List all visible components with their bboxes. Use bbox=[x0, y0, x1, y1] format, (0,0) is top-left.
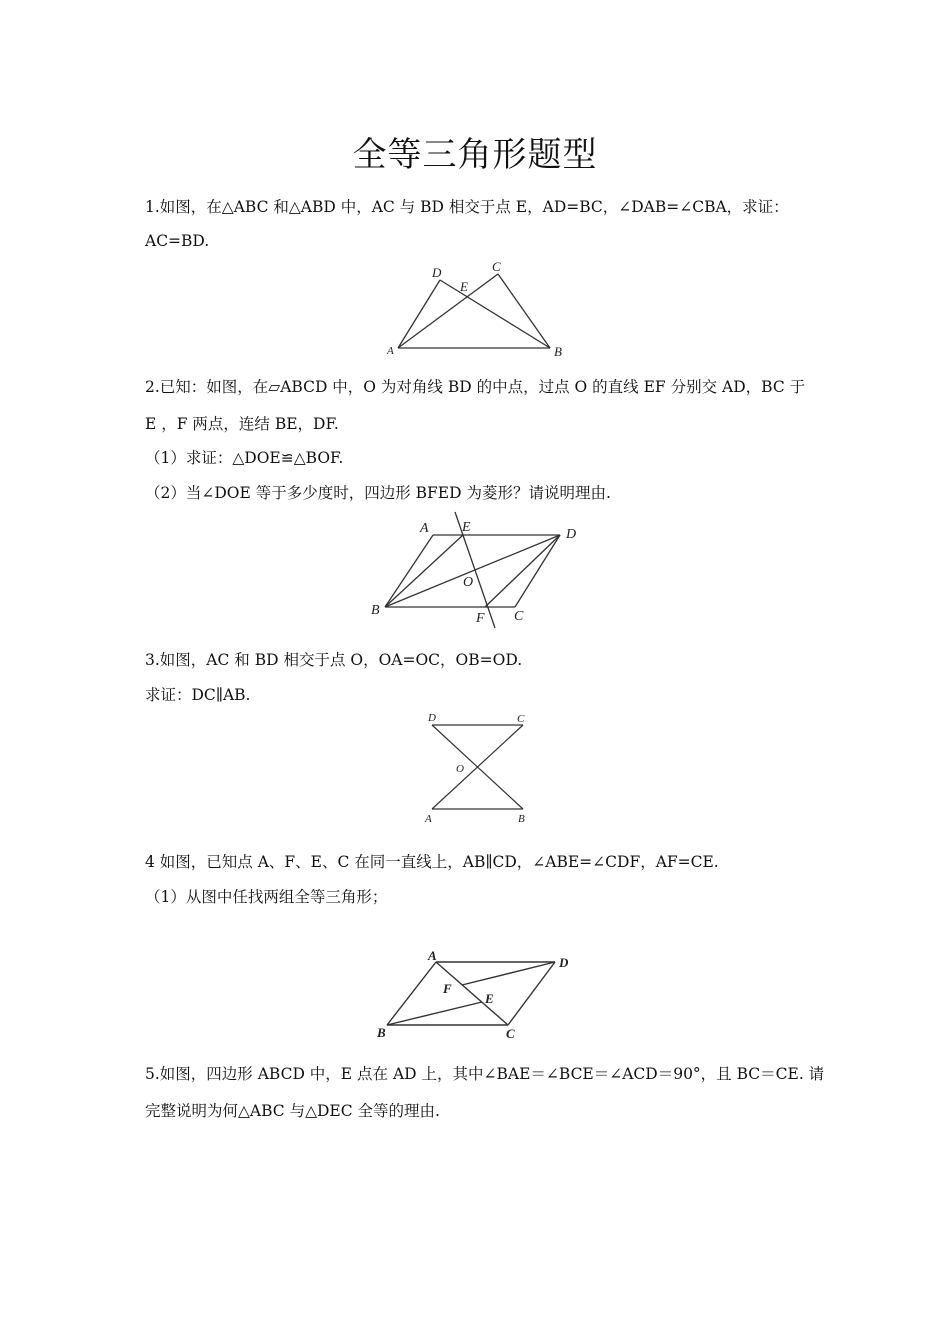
figure-4-label-c: C bbox=[506, 1026, 515, 1041]
figure-1-label-c: C bbox=[492, 259, 501, 274]
page-title: 全等三角形题型 bbox=[352, 135, 598, 175]
figure-2-label-c: C bbox=[514, 609, 524, 624]
figure-4-label-e: E bbox=[485, 991, 494, 1006]
figure-2-label-e: E bbox=[462, 520, 471, 535]
figure-3-label-b: B bbox=[518, 813, 525, 825]
figure-2-label-o: O bbox=[463, 575, 474, 590]
figure-2-label-a: A bbox=[420, 521, 429, 536]
figure-4-label-a: A bbox=[428, 948, 437, 963]
figure-1-label-e: E bbox=[460, 279, 468, 294]
figure-4-label-f: F bbox=[443, 981, 452, 996]
figure-3-label-a: A bbox=[425, 813, 432, 825]
problem-2-line-1: 2.已知：如图，在▱ABCD 中，O 为对角线 BD 的中点，过点 O 的直线 EF 分别交 AD，BC 于 bbox=[145, 378, 806, 396]
figure-3 bbox=[420, 708, 535, 828]
problem-2-line-3: （1）求证：△DOE≌△BOF. bbox=[145, 449, 344, 467]
problem-5-line-2: 完整说明为何△ABC 与△DEC 全等的理由. bbox=[145, 1102, 440, 1120]
problem-2-line-4: （2）当∠DOE 等于多少度时，四边形 BFED 为菱形？请说明理由. bbox=[145, 484, 611, 502]
figure-2-label-d: D bbox=[566, 527, 577, 542]
problem-3-line-2: 求证：DC∥AB. bbox=[145, 686, 251, 704]
problem-1-line-1: 1.如图，在△ABC 和△ABD 中，AC 与 BD 相交于点 E，AD=BC，∠DAB=∠CBA，求证： bbox=[145, 198, 789, 216]
figure-1-label-d: D bbox=[432, 265, 442, 280]
problem-5-line-1: 5.如图，四边形 ABCD 中，E 点在 AD 上，其中∠BAE＝∠BCE＝∠ACD＝90°，且 BC＝CE. 请 bbox=[145, 1065, 825, 1083]
figure-1 bbox=[380, 258, 570, 363]
problem-2-line-2: E ，F 两点，连结 BE，DF. bbox=[145, 415, 339, 433]
problem-1-line-2: AC=BD. bbox=[145, 232, 210, 250]
figure-1-label-a: A bbox=[387, 345, 394, 357]
figure-1-label-b: B bbox=[554, 344, 562, 359]
problem-4-line-1: 4 如图，已知点 A、F、E、C 在同一直线上，AB∥CD，∠ABE=∠CDF，AF=CE. bbox=[145, 853, 719, 871]
figure-3-label-d: D bbox=[428, 712, 436, 724]
figure-4-label-d: D bbox=[559, 955, 569, 970]
figure-3-label-c: C bbox=[517, 713, 525, 725]
figure-3-label-o: O bbox=[456, 763, 464, 775]
figure-2-label-f: F bbox=[476, 611, 485, 626]
figure-2 bbox=[365, 510, 590, 630]
problem-3-line-1: 3.如图，AC 和 BD 相交于点 O，OA=OC，OB=OD. bbox=[145, 651, 523, 669]
figure-2-label-b: B bbox=[371, 603, 380, 618]
figure-4 bbox=[372, 945, 577, 1045]
problem-4-line-2: （1）从图中任找两组全等三角形； bbox=[145, 888, 388, 906]
figure-4-label-b: B bbox=[377, 1025, 386, 1040]
